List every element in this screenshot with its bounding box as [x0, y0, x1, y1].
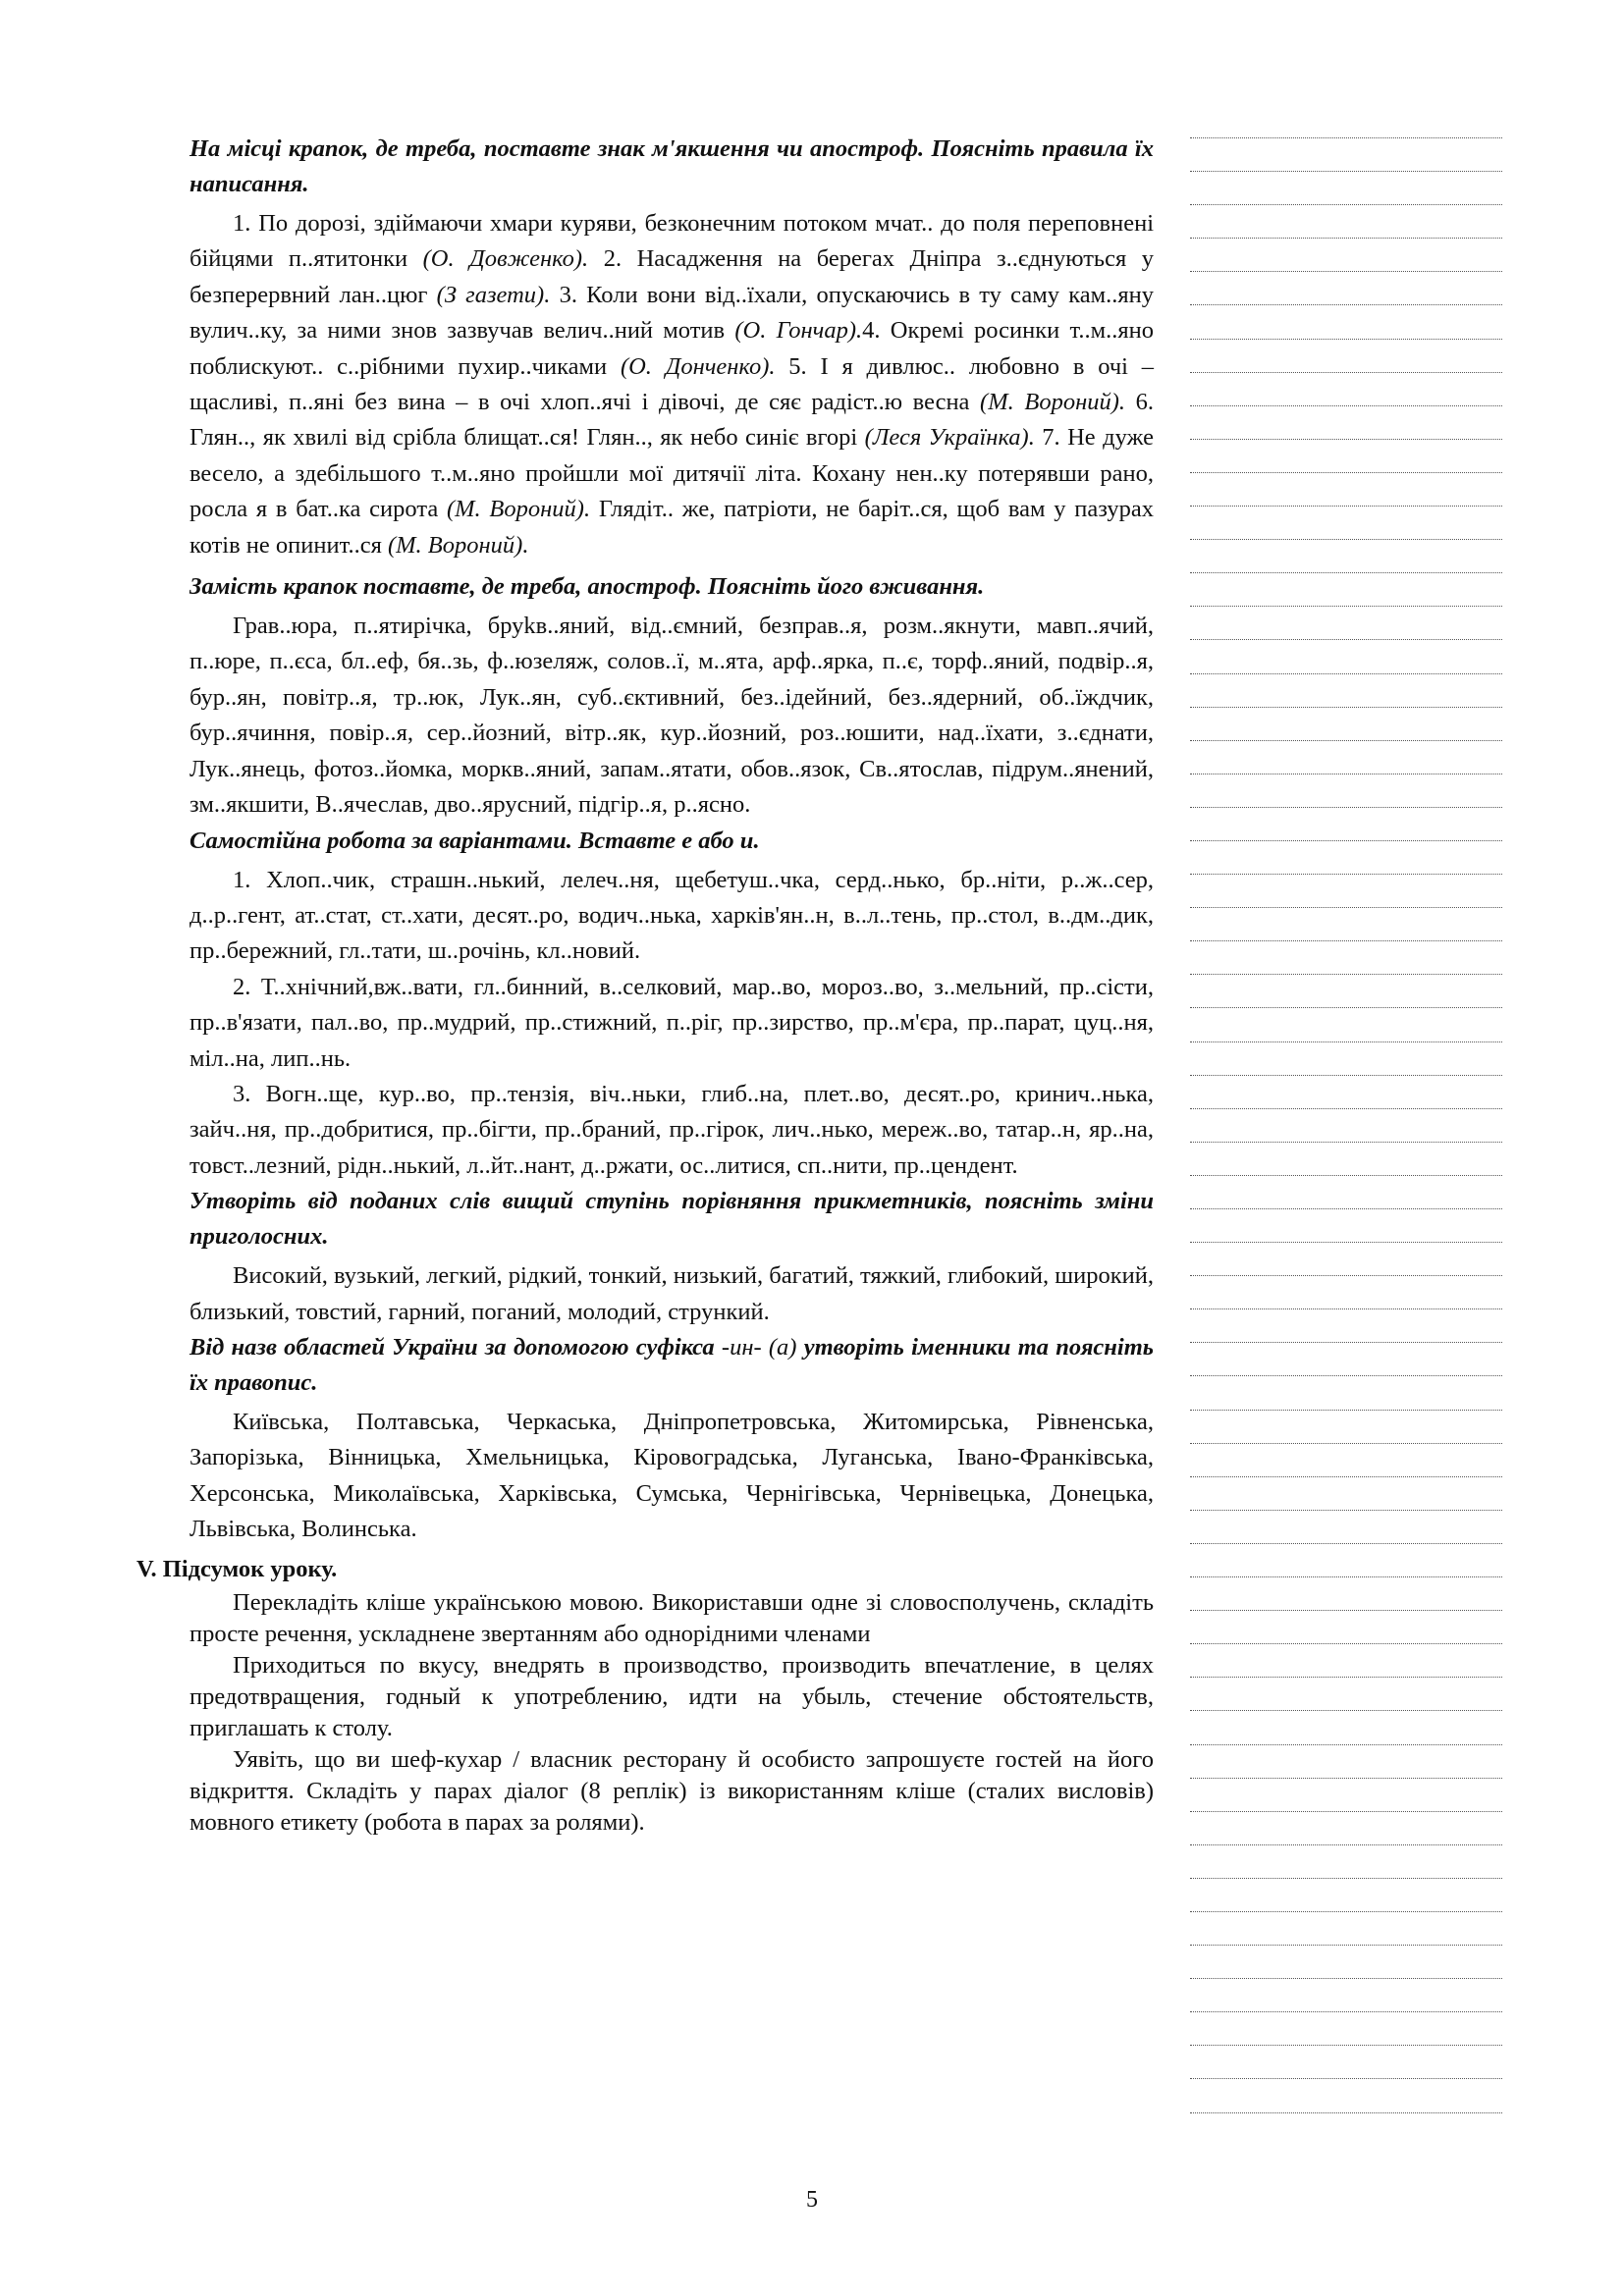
note-line [1190, 907, 1502, 908]
note-line [1190, 840, 1502, 841]
note-line [1190, 1375, 1502, 1376]
note-line [1190, 1811, 1502, 1812]
note-line [1190, 439, 1502, 440]
note-line [1190, 1443, 1502, 1444]
note-line [1190, 405, 1502, 406]
note-line [1190, 1911, 1502, 1912]
note-line [1190, 506, 1502, 507]
variant-2-text: 2. Т..хнічний,вж..вати, гл..бинний, в..селковий, мар..во, мороз..во, з..мельний, пр..сісти, пр..в'язати, пал..во, пр..мудрий, пр..стижний, п..ріг, пр..зирство, пр..м'єра, пр..парат, цуц..ня, міл..на, лип..нь. [189, 973, 1154, 1072]
note-line [1190, 1041, 1502, 1042]
note-line [1190, 1778, 1502, 1779]
note-line [1190, 1844, 1502, 1845]
task-instruction: Замість крапок поставте, де треба, апостроф. Поясніть його вживання. [189, 573, 985, 601]
exercise-text: Київська, Полтавська, Черкаська, Дніпропетровська, Житомирська, Рівненська, Запорізька, Вінницька, Хмельницька, Кіровоградська, Луганська, Івано-Франківська, Херсонська, Миколаївська, Харківська, Сумська, Чернігівська, Чернівецька, Донецька, Львівська, Волинська. [189, 1408, 1154, 1543]
note-line [1190, 606, 1502, 607]
note-line [1190, 673, 1502, 674]
note-line [1190, 2045, 1502, 2046]
note-line [1190, 472, 1502, 473]
note-line [1190, 339, 1502, 340]
quote-source: (Леся Українка). [864, 424, 1035, 452]
note-line [1190, 1342, 1502, 1343]
main-text [136, 132, 1155, 1839]
note-line [1190, 1108, 1502, 1109]
note-line [1190, 1945, 1502, 1946]
note-line [1190, 1643, 1502, 1644]
quote-source: (М. Вороний). [980, 389, 1126, 416]
note-line [1190, 1744, 1502, 1745]
note-line [1190, 874, 1502, 875]
note-line [1190, 1275, 1502, 1276]
note-line [1190, 1142, 1502, 1143]
note-line [1190, 2078, 1502, 2079]
quote-source: (З газети). [436, 281, 551, 308]
exercise-text: 1. По дорозі, здіймаючи хмари куряви, безконечним потоком мчат.. до поля переповнені бійцями п..ятитонки (О. Довженко). 2. Насадження на берегах Дніпра з..єднуються у безперервний лан..цюг (З газети). 3. Коли вони від..їхали, опускаючись в ту саму кам..яну вулич..ку, за ними знов зазвучав велич..ний мотив (О. Гончар).4. Окремі росинки т..м..яно поблискуют.. с..рібними пухир..чиками (О. Донченко). 5. І я дивлюс.. любовно в очі – щасливі, п..яні без вина – в очі хлоп..ячі і дівочі, де сяє радіст..ю весна (М. Вороний). 6. Глян.., як хвилі від срібла блищат..ся! Глян.., як небо синіє вгорі (Леся Українка). 7. Не дуже весело, а здебільшого т..м..яно пройшли мої дитячії літа. Кохану нен..ку потерявши рано, росла я в бат..ка сирота (М. Вороний). Глядіт.. же, патріоти, не баріт..ся, щоб вам у пазурах котів не опинит..ся (М. Вороний). [189, 210, 1155, 559]
note-line [1190, 572, 1502, 573]
variant-3-text: 3. Вогн..ще, кур..во, пр..тензія, віч..ньки, глиб..на, плет..во, десят..ро, кринич..нька, зайч..ня, пр..добритися, пр..бігти, пр..браний, пр..гірок, лич..нько, мереж..во, татар..н, яр..на, товст..лезний, рідн..нький, л..йт..нант, д..ржати, ос..литися, сп..нити, пр..цендент. [189, 1080, 1154, 1179]
note-line [1190, 171, 1502, 172]
note-line [1190, 740, 1502, 741]
note-line [1190, 1242, 1502, 1243]
exercise-text: Високий, вузький, легкий, рідкий, тонкий, низький, багатий, тяжкий, глибокий, широкий, близький, товстий, гарний, поганий, молодий, стрункий. [189, 1262, 1154, 1325]
note-line [1190, 271, 1502, 272]
note-line [1190, 1410, 1502, 1411]
note-line [1190, 204, 1502, 205]
quote-source: (О. Довженко). [422, 245, 589, 273]
note-line [1190, 1677, 1502, 1678]
page-number: 5 [806, 2187, 818, 2213]
note-line [1190, 1978, 1502, 1979]
note-line [1190, 137, 1502, 138]
quote-source: (М. Вороний). [387, 531, 529, 559]
task-instruction: Утворіть від поданих слів вищий ступінь порівняння прикметників, поясніть зміни приголосних. [189, 1188, 1154, 1251]
note-line [1190, 1510, 1502, 1511]
variant-1-text: 1. Хлоп..чик, страшн..нький, лелеч..ня, щебетуш..чка, серд..нько, бр..ніти, р..ж..сер, д..р..гент, ат..стат, ст..хати, десят..ро, водич..нька, харків'ян..н, в..л..тень, пр..стол, в..дм..дик, пр..бережний, гл..тати, ш..рочінь, кл..новий. [189, 866, 1154, 965]
note-line [1190, 639, 1502, 640]
note-line [1190, 1543, 1502, 1544]
quote-source: (М. Вороний). [446, 496, 591, 523]
cliche-list: Приходиться по вкусу, внедрять в производство, производить впечатление, в целях предотвращения, годный к употреблению, идти на убыль, стечение обстоятельств, приглашать к столу. [189, 1652, 1154, 1741]
note-line [1190, 1208, 1502, 1209]
note-line [1190, 1576, 1502, 1577]
note-line [1190, 238, 1502, 239]
note-line [1190, 1308, 1502, 1309]
quote-source: (О. Гончар). [734, 317, 863, 345]
note-line [1190, 2112, 1502, 2113]
note-line [1190, 940, 1502, 941]
note-line [1190, 1878, 1502, 1879]
note-line [1190, 372, 1502, 373]
note-line [1190, 1610, 1502, 1611]
exercise-text: Грав..юра, п..ятирічка, бруkв..яний, від..ємний, безправ..я, розм..якнути, мавп..ячий, п..юре, п..єса, бл..еф, бя..зь, ф..юзеляж, солов..ї, м..ята, арф..ярка, п..є, торф..яний, подвір..я, бур..ян, повітр..я, тр..юк, Лук..ян, суб..єктивний, без..ідейний, без..ядерний, об..їждчик, бур..ячиння, повір..я, сер..йозний, вітр..як, кур..йозний, роз..юшити, над..їхати, з..єднати, Лук..янець, фотоз..йомка, моркв..яний, запам..ятати, обов..язок, Св..ятослав, підрум..янений, зм..якшити, В..ячеслав, дво..ярусний, підгір..я, р..ясно. [189, 613, 1154, 819]
summary-paragraph: Перекладіть кліше українською мовою. Використавши одне зі словосполучень, складіть просте речення, ускладнене звертанням або однорідними членами [189, 1589, 1154, 1647]
dialog-task: Уявіть, що ви шеф-кухар / власник ресторану й особисто запрошуєте гостей на його відкриття. Складіть у парах діалог (8 реплік) із використанням кліше (сталих висловів) мовного етикету (робота в парах за ролями). [189, 1746, 1154, 1836]
note-line [1190, 1007, 1502, 1008]
notes-lines [1190, 137, 1502, 2146]
quote-source: (О. Донченко). [620, 352, 776, 380]
task-instruction: Від назв областей України за допомогою суфікса -ин- (а) утворіть іменники та поясніть їх правопис. [189, 1333, 1154, 1396]
task-instruction: Самостійна робота за варіантами. Вставте е або и. [189, 827, 760, 854]
note-line [1190, 1476, 1502, 1477]
note-line [1190, 304, 1502, 305]
note-line [1190, 539, 1502, 540]
note-line [1190, 1710, 1502, 1711]
task-instruction: На місці крапок, де треба, поставте знак м'якшення чи апостроф. Поясніть правила їх написання. [189, 135, 1154, 197]
note-line [1190, 707, 1502, 708]
note-line [1190, 807, 1502, 808]
note-line [1190, 2011, 1502, 2012]
note-line [1190, 1075, 1502, 1076]
note-line [1190, 1175, 1502, 1176]
section-heading: V. Підсумок уроку. [136, 1555, 338, 1582]
note-line [1190, 974, 1502, 975]
